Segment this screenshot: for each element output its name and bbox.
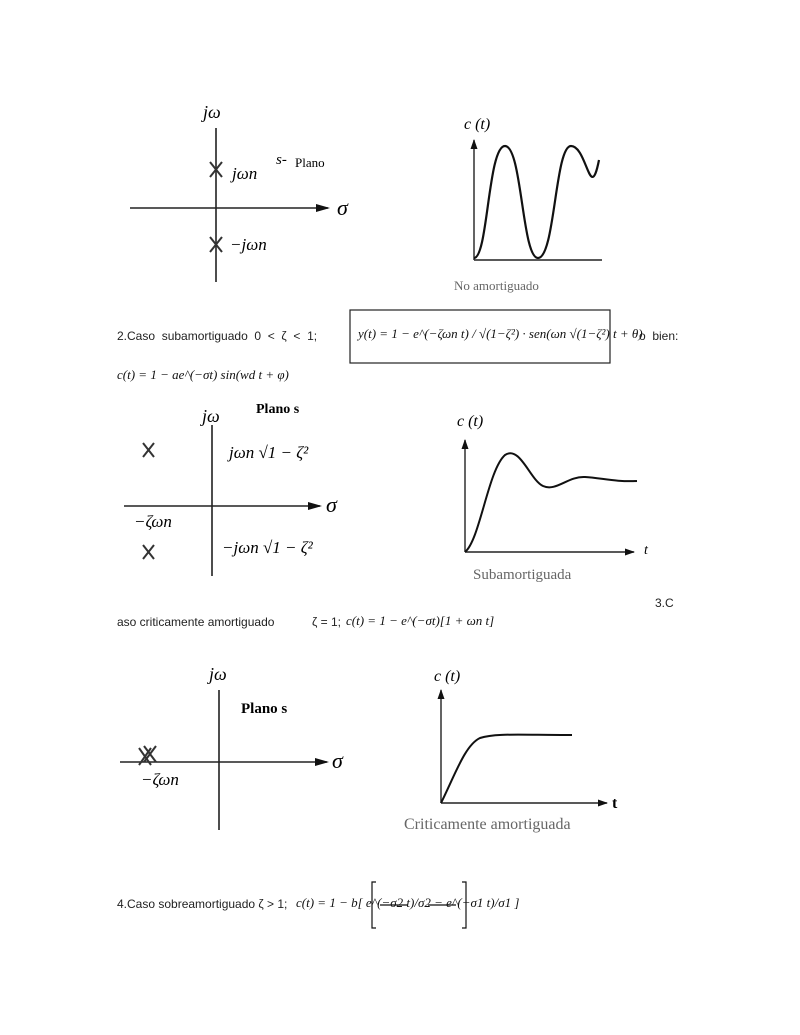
plot-ylabel-3: c (t) [434, 668, 461, 685]
plane-title-2: Plano s [256, 402, 300, 417]
sigma-label: σ [337, 195, 348, 220]
alt-formula: c(t) = 1 − ae^(−σt) sin(wd t + φ) [117, 367, 289, 382]
response-curve [474, 146, 599, 258]
sigma-label-3: σ [332, 748, 343, 773]
pole-x-marker [143, 443, 154, 457]
s-plane-criticamente [120, 690, 327, 830]
section3-number: 3.C [655, 596, 674, 610]
section4-formula: c(t) = 1 − b[ e^(−σ2 t)/σ2 − e^(−σ1 t)/σ1 ] [296, 895, 520, 910]
sigma-label-2: σ [326, 492, 337, 517]
real-part-label-3: −ζωn [141, 770, 179, 789]
plot-ylabel-2: c (t) [457, 413, 484, 430]
plot-criticamente [441, 690, 607, 803]
or-label: o bien: [639, 329, 679, 343]
pole-x-marker [143, 545, 154, 559]
plot-subamortiguado [465, 440, 637, 552]
pole-label-bottom-2: −jωn √1 − ζ² [222, 538, 313, 557]
plane-title-3: Plano s [241, 701, 288, 717]
pole-label-top: jωn [232, 164, 258, 183]
caption-no-amortiguado: No amortiguado [454, 278, 539, 293]
section2-intro: 2.Caso subamortiguado 0 < ζ < 1; [117, 329, 318, 343]
plano-label: Plano [295, 155, 325, 170]
response-curve [441, 735, 572, 803]
s-plane-no-amortiguado [130, 128, 328, 282]
axis-label-jw-3: jω [209, 664, 227, 684]
plot-ylabel: c (t) [464, 116, 491, 133]
pole-label-top-2: jωn √1 − ζ² [229, 443, 309, 462]
pole-label-bottom: −jωn [230, 235, 267, 254]
section4-intro: 4.Caso sobreamortiguado ζ > 1; [117, 897, 288, 911]
response-curve [465, 453, 637, 552]
caption-criticamente: Criticamente amortiguada [404, 816, 571, 833]
section3-intro: aso criticamente amortiguado [117, 615, 275, 629]
axis-label-jw-2: jω [202, 406, 220, 426]
s-label: s- [276, 152, 287, 168]
caption-subamortiguada: Subamortiguada [473, 567, 572, 583]
boxed-formula: y(t) = 1 − e^(−ζωn t) / √(1−ζ²) · sen(ωn √(1−ζ²) t + θ) [358, 326, 643, 341]
plot-xlabel-3: t [612, 795, 618, 812]
plot-no-amortiguado [474, 140, 602, 260]
plot-xlabel-2: t [644, 543, 648, 558]
section3-formula: c(t) = 1 − e^(−σt)[1 + ωn t] [346, 613, 495, 628]
real-part-label-2: −ζωn [134, 512, 172, 531]
axis-label-jw: jω [203, 102, 221, 122]
section3-condition: ζ = 1; [312, 615, 341, 629]
